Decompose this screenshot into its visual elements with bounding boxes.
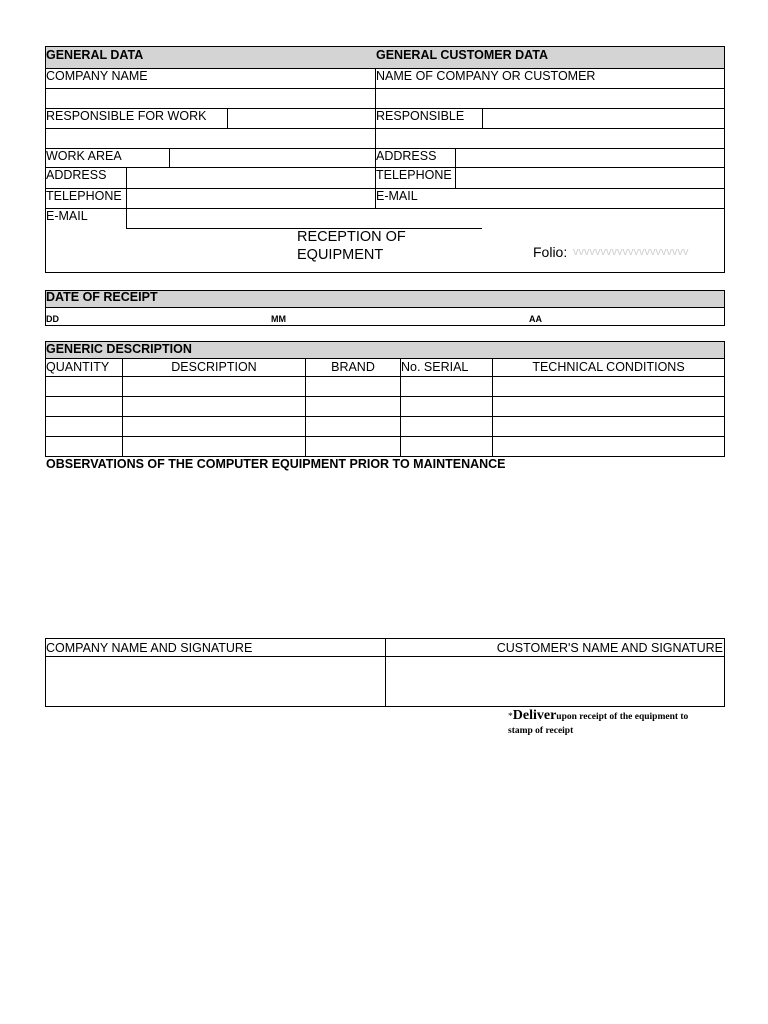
description-column-header: DESCRIPTION: [171, 360, 257, 374]
row-divider: [45, 358, 725, 359]
observations-heading: OBSERVATIONS OF THE COMPUTER EQUIPMENT PRIOR TO MAINTENANCE: [46, 457, 506, 471]
customer-company-field[interactable]: [377, 89, 724, 107]
responsible-field[interactable]: [483, 109, 724, 127]
quantity-column-header: QUANTITY: [46, 360, 110, 374]
note-asterisk: *: [508, 712, 513, 722]
customer-email-field[interactable]: [376, 189, 724, 207]
delivery-note: [508, 709, 688, 724]
generic-description-header: GENERIC DESCRIPTION: [46, 342, 192, 356]
table-row[interactable]: [46, 397, 724, 416]
folio-label: Folio:: [533, 244, 568, 260]
customer-company-label: NAME OF COMPANY OR CUSTOMER: [376, 69, 596, 83]
form-title-line2: EQUIPMENT: [297, 247, 384, 263]
company-signature-label: COMPANY NAME AND SIGNATURE: [46, 641, 253, 655]
responsible-work-label: RESPONSIBLE FOR WORK: [46, 109, 207, 123]
general-customer-data-header: GENERAL CUSTOMER DATA: [376, 48, 548, 62]
responsible-work-field[interactable]: [228, 109, 374, 127]
customer-address-label: ADDRESS: [376, 149, 437, 163]
company-address-field[interactable]: [127, 168, 374, 187]
observations-area[interactable]: [46, 474, 724, 630]
company-name-field[interactable]: [46, 89, 374, 107]
work-area-field[interactable]: [170, 149, 374, 166]
receipt-date-field[interactable]: [46, 308, 724, 325]
month-label: MM: [271, 314, 286, 324]
work-area-label: WORK AREA: [46, 149, 122, 163]
company-name-label: COMPANY NAME: [46, 69, 148, 83]
date-of-receipt-header: DATE OF RECEIPT: [46, 290, 158, 304]
customer-signature-field[interactable]: [386, 657, 724, 706]
customer-email-label: E-MAIL: [376, 189, 418, 203]
company-signature-field[interactable]: [46, 657, 384, 706]
row-divider: [45, 128, 725, 129]
form-title-line1: RECEPTION OF: [297, 229, 406, 245]
technical-conditions-column-header: TECHNICAL CONDITIONS: [532, 360, 685, 374]
company-telephone-field[interactable]: [127, 189, 374, 207]
responsible-label: RESPONSIBLE: [376, 109, 465, 123]
general-data-header: GENERAL DATA: [46, 48, 144, 62]
note-deliver: Deliver: [512, 708, 557, 723]
column-divider: [375, 68, 376, 208]
brand-column-header: BRAND: [331, 360, 375, 374]
customer-telephone-field[interactable]: [456, 168, 724, 187]
customer-address-field[interactable]: [456, 149, 724, 166]
company-email-field[interactable]: [127, 209, 482, 227]
table-row[interactable]: [46, 417, 724, 436]
folio-field[interactable]: vvvvvvvvvvvvvvvvvvvvv: [573, 246, 689, 258]
note-text-line1: upon receipt of the equipment to: [556, 712, 689, 722]
table-row[interactable]: [46, 437, 724, 456]
company-email-label: E-MAIL: [46, 209, 88, 223]
customer-telephone-label: TELEPHONE: [376, 168, 452, 182]
company-address-label: ADDRESS: [46, 168, 107, 182]
year-label: AA: [529, 314, 542, 324]
note-text-line2: stamp of receipt: [508, 726, 574, 736]
customer-signature-label: CUSTOMER'S NAME AND SIGNATURE: [496, 641, 723, 655]
table-row[interactable]: [46, 377, 724, 396]
day-label: DD: [46, 314, 59, 324]
serial-column-header: No. SERIAL: [401, 360, 469, 374]
company-telephone-label: TELEPHONE: [46, 189, 122, 203]
